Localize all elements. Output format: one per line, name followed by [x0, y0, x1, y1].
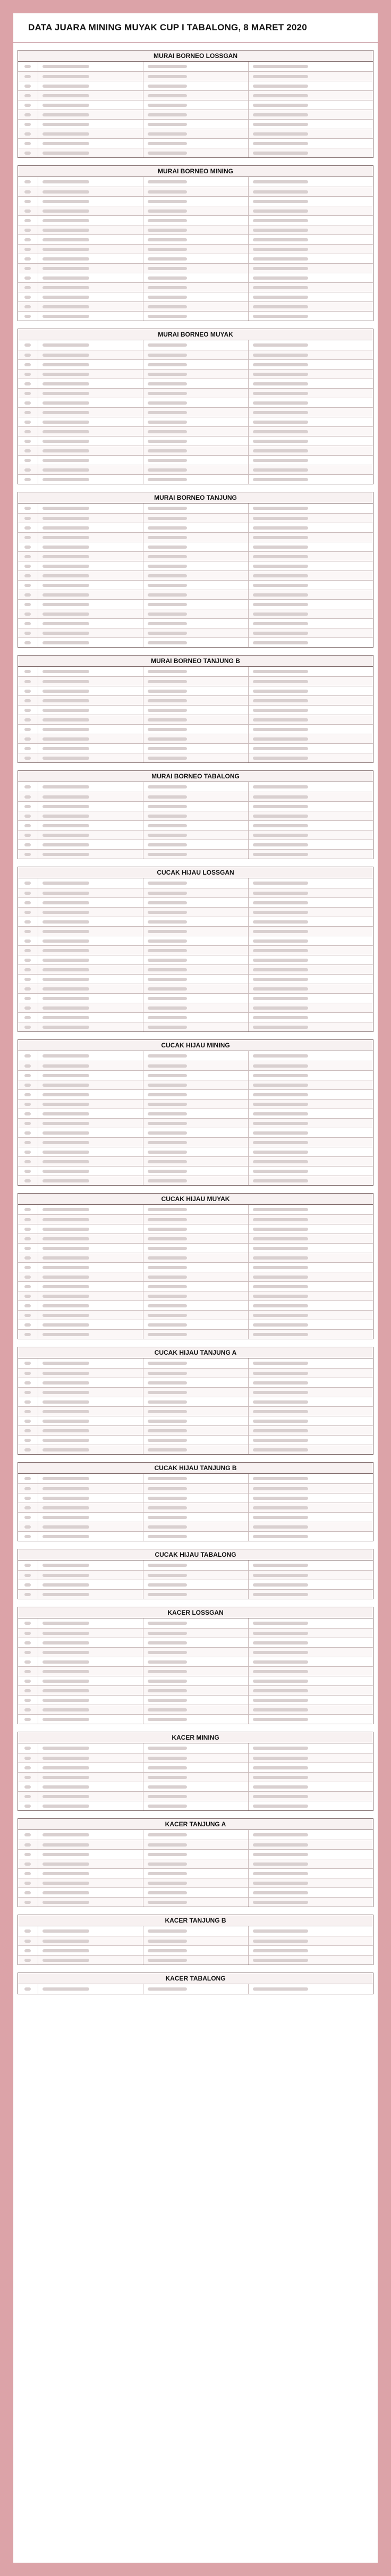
- table-row: [18, 177, 373, 187]
- table-row: [18, 1801, 373, 1810]
- table-row: [18, 1840, 373, 1849]
- table-row: [18, 398, 373, 407]
- table-row: [18, 667, 373, 676]
- table-row: [18, 1224, 373, 1234]
- table-row: [18, 1310, 373, 1320]
- table-row: [18, 359, 373, 369]
- page-title: DATA JUARA MINING MUYAK CUP I TABALONG, 8 MARET 2020: [13, 13, 378, 43]
- result-section-17: [18, 1973, 373, 1994]
- table-row: [18, 119, 373, 129]
- section-title: MURAI BORNEO TANJUNG: [18, 492, 373, 504]
- table-row: [18, 292, 373, 301]
- result-section-14: [18, 1732, 373, 1811]
- table-row: [18, 1859, 373, 1868]
- table-row: [18, 1358, 373, 1368]
- table-row: [18, 1878, 373, 1887]
- section-title: KACER MINING: [18, 1732, 373, 1743]
- table-row: [18, 446, 373, 455]
- document-page: [13, 13, 378, 2563]
- table-row: [18, 782, 373, 792]
- table-row: [18, 599, 373, 609]
- table-row: [18, 637, 373, 647]
- table-row: [18, 1137, 373, 1147]
- section-title: MURAI BORNEO MUYAK: [18, 329, 373, 340]
- table-row: [18, 570, 373, 580]
- table-row: [18, 609, 373, 618]
- table-row: [18, 1772, 373, 1782]
- table-row: [18, 1061, 373, 1070]
- table-row: [18, 1406, 373, 1416]
- section-rows: [18, 878, 373, 1031]
- table-row: [18, 1099, 373, 1109]
- table-row: [18, 234, 373, 244]
- section-rows: [18, 1984, 373, 1994]
- table-row: [18, 1166, 373, 1176]
- table-row: [18, 1089, 373, 1099]
- table-row: [18, 1743, 373, 1753]
- result-section-2: [18, 165, 373, 321]
- table-row: [18, 1647, 373, 1657]
- section-title: CUCAK HIJAU LOSSGAN: [18, 867, 373, 878]
- result-section-8: [18, 1039, 373, 1186]
- table-row: [18, 215, 373, 225]
- table-row: [18, 71, 373, 81]
- table-row: [18, 455, 373, 465]
- table-row: [18, 254, 373, 263]
- table-row: [18, 926, 373, 936]
- table-row: [18, 282, 373, 292]
- table-row: [18, 1483, 373, 1493]
- table-row: [18, 1003, 373, 1012]
- table-row: [18, 897, 373, 907]
- section-title: MURAI BORNEO MINING: [18, 166, 373, 177]
- table-row: [18, 1214, 373, 1224]
- table-row: [18, 1272, 373, 1281]
- result-section-9: [18, 1193, 373, 1339]
- section-rows: [18, 1474, 373, 1541]
- section-title: MURAI BORNEO TANJUNG B: [18, 656, 373, 667]
- table-row: [18, 301, 373, 311]
- table-row: [18, 1118, 373, 1128]
- table-row: [18, 964, 373, 974]
- table-row: [18, 907, 373, 917]
- table-row: [18, 618, 373, 628]
- table-row: [18, 1618, 373, 1628]
- table-row: [18, 724, 373, 734]
- section-title: KACER TANJUNG B: [18, 1915, 373, 1926]
- table-row: [18, 1262, 373, 1272]
- table-row: [18, 715, 373, 724]
- table-row: [18, 917, 373, 926]
- table-row: [18, 1897, 373, 1907]
- table-row: [18, 1560, 373, 1570]
- table-row: [18, 1830, 373, 1840]
- table-row: [18, 1474, 373, 1483]
- table-row: [18, 1300, 373, 1310]
- table-row: [18, 1070, 373, 1080]
- table-row: [18, 1782, 373, 1791]
- table-row: [18, 1128, 373, 1137]
- table-row: [18, 244, 373, 254]
- table-row: [18, 1416, 373, 1425]
- table-row: [18, 753, 373, 762]
- table-row: [18, 523, 373, 532]
- table-row: [18, 504, 373, 513]
- sections-container: [13, 50, 378, 1999]
- table-row: [18, 196, 373, 206]
- table-row: [18, 1580, 373, 1589]
- table-row: [18, 474, 373, 484]
- table-row: [18, 513, 373, 523]
- section-title: CUCAK HIJAU TABALONG: [18, 1549, 373, 1560]
- section-title: CUCAK HIJAU MUYAK: [18, 1194, 373, 1205]
- table-row: [18, 206, 373, 215]
- section-title: MURAI BORNEO LOSSGAN: [18, 51, 373, 62]
- result-section-5: [18, 655, 373, 763]
- section-title: KACER TANJUNG A: [18, 1819, 373, 1830]
- table-row: [18, 1868, 373, 1878]
- result-section-6: [18, 770, 373, 859]
- table-row: [18, 340, 373, 350]
- table-row: [18, 1253, 373, 1262]
- table-row: [18, 1291, 373, 1300]
- table-row: [18, 1531, 373, 1541]
- table-row: [18, 1887, 373, 1897]
- table-row: [18, 1705, 373, 1714]
- table-row: [18, 90, 373, 100]
- section-rows: [18, 1830, 373, 1907]
- table-row: [18, 1695, 373, 1705]
- table-row: [18, 1445, 373, 1454]
- table-row: [18, 81, 373, 90]
- table-row: [18, 1714, 373, 1724]
- table-row: [18, 1281, 373, 1291]
- table-row: [18, 379, 373, 388]
- result-section-11: [18, 1462, 373, 1541]
- table-row: [18, 830, 373, 840]
- section-rows: [18, 1926, 373, 1965]
- table-row: [18, 820, 373, 830]
- table-row: [18, 1666, 373, 1676]
- table-row: [18, 1849, 373, 1859]
- table-row: [18, 945, 373, 955]
- section-title: KACER LOSSGAN: [18, 1607, 373, 1618]
- table-row: [18, 532, 373, 542]
- result-section-13: [18, 1607, 373, 1724]
- section-rows: [18, 782, 373, 859]
- table-row: [18, 465, 373, 474]
- table-row: [18, 1320, 373, 1329]
- table-row: [18, 417, 373, 426]
- section-rows: [18, 1560, 373, 1599]
- section-rows: [18, 1743, 373, 1810]
- table-row: [18, 407, 373, 417]
- table-row: [18, 580, 373, 590]
- table-row: [18, 936, 373, 945]
- table-row: [18, 187, 373, 196]
- table-row: [18, 110, 373, 119]
- table-row: [18, 388, 373, 398]
- section-rows: [18, 667, 373, 762]
- table-row: [18, 1763, 373, 1772]
- table-row: [18, 62, 373, 71]
- table-row: [18, 676, 373, 686]
- table-row: [18, 1955, 373, 1965]
- table-row: [18, 1329, 373, 1339]
- table-row: [18, 1176, 373, 1185]
- result-section-15: [18, 1818, 373, 1907]
- section-title: KACER TABALONG: [18, 1973, 373, 1984]
- table-row: [18, 369, 373, 379]
- table-row: [18, 1022, 373, 1031]
- table-row: [18, 955, 373, 964]
- table-row: [18, 1234, 373, 1243]
- table-row: [18, 1570, 373, 1580]
- table-row: [18, 263, 373, 273]
- table-row: [18, 551, 373, 561]
- result-section-1: [18, 50, 373, 158]
- table-row: [18, 1051, 373, 1061]
- result-section-16: [18, 1915, 373, 1965]
- table-row: [18, 849, 373, 859]
- table-row: [18, 100, 373, 110]
- table-row: [18, 705, 373, 715]
- table-row: [18, 743, 373, 753]
- table-row: [18, 1638, 373, 1647]
- table-row: [18, 1147, 373, 1156]
- result-section-7: [18, 867, 373, 1032]
- table-row: [18, 734, 373, 743]
- section-rows: [18, 1618, 373, 1724]
- table-row: [18, 1512, 373, 1522]
- section-rows: [18, 1358, 373, 1454]
- table-row: [18, 993, 373, 1003]
- section-rows: [18, 340, 373, 484]
- section-rows: [18, 62, 373, 157]
- table-row: [18, 1926, 373, 1936]
- table-row: [18, 1368, 373, 1378]
- table-row: [18, 350, 373, 359]
- table-row: [18, 1205, 373, 1214]
- table-row: [18, 1791, 373, 1801]
- section-title: CUCAK HIJAU MINING: [18, 1040, 373, 1051]
- table-row: [18, 1493, 373, 1503]
- result-section-10: [18, 1347, 373, 1455]
- table-row: [18, 1012, 373, 1022]
- table-row: [18, 561, 373, 570]
- table-row: [18, 984, 373, 993]
- table-row: [18, 1589, 373, 1599]
- table-row: [18, 542, 373, 551]
- table-row: [18, 1753, 373, 1763]
- bottom-spacer: [18, 1994, 373, 1999]
- table-row: [18, 273, 373, 282]
- table-row: [18, 695, 373, 705]
- table-row: [18, 888, 373, 897]
- result-section-4: [18, 492, 373, 648]
- section-title: CUCAK HIJAU TANJUNG A: [18, 1347, 373, 1358]
- section-rows: [18, 1051, 373, 1185]
- table-row: [18, 311, 373, 321]
- table-row: [18, 1685, 373, 1695]
- table-row: [18, 1397, 373, 1406]
- table-row: [18, 590, 373, 599]
- table-row: [18, 974, 373, 984]
- table-row: [18, 878, 373, 888]
- section-rows: [18, 504, 373, 647]
- table-row: [18, 686, 373, 695]
- table-row: [18, 1243, 373, 1253]
- table-row: [18, 1387, 373, 1397]
- table-row: [18, 436, 373, 446]
- table-row: [18, 225, 373, 234]
- table-row: [18, 138, 373, 148]
- table-row: [18, 1522, 373, 1531]
- table-row: [18, 1628, 373, 1638]
- table-row: [18, 1657, 373, 1666]
- result-section-3: [18, 329, 373, 484]
- table-row: [18, 1984, 373, 1994]
- table-row: [18, 1503, 373, 1512]
- table-row: [18, 1425, 373, 1435]
- table-row: [18, 1378, 373, 1387]
- section-rows: [18, 1205, 373, 1339]
- table-row: [18, 811, 373, 820]
- table-row: [18, 628, 373, 637]
- table-row: [18, 801, 373, 811]
- table-row: [18, 1936, 373, 1945]
- table-row: [18, 1109, 373, 1118]
- table-row: [18, 426, 373, 436]
- section-title: CUCAK HIJAU TANJUNG B: [18, 1463, 373, 1474]
- section-title: MURAI BORNEO TABALONG: [18, 771, 373, 782]
- table-row: [18, 1945, 373, 1955]
- table-row: [18, 792, 373, 801]
- table-row: [18, 129, 373, 138]
- section-rows: [18, 177, 373, 321]
- table-row: [18, 1080, 373, 1089]
- table-row: [18, 1435, 373, 1445]
- table-row: [18, 840, 373, 849]
- table-row: [18, 148, 373, 157]
- result-section-12: [18, 1549, 373, 1599]
- table-row: [18, 1676, 373, 1685]
- table-row: [18, 1156, 373, 1166]
